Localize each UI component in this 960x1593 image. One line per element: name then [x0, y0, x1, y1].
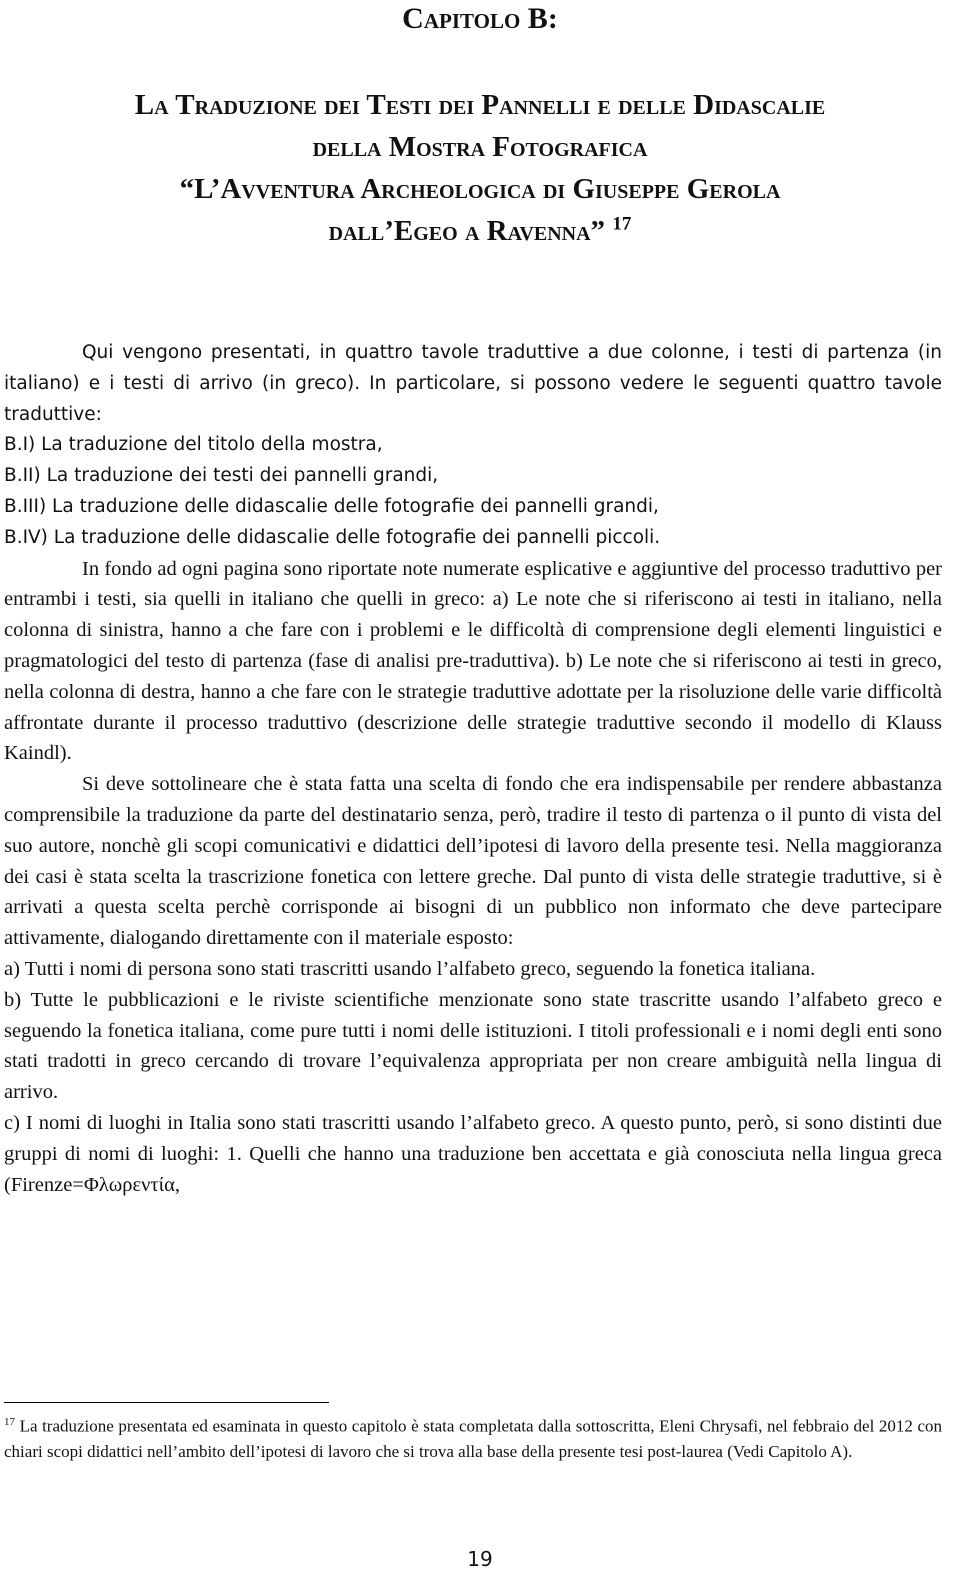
chapter-heading: Capitolo B:	[402, 2, 558, 35]
list-item-b3: B.III) La traduzione delle didascalie delle fotografie dei pannelli grandi,	[4, 495, 659, 517]
footnote-text: La traduzione presentata ed esaminata in questo capitolo è stata completata dalla sottoscritta, Eleni Chrysafi, nel febbraio del 2012 con chiari scopi didattici nell’ambito dell’ipotesi di lavoro che si trova alla base della presente tesi post-laurea (Vedi Capitolo A).	[4, 1416, 942, 1461]
notes-paragraph: In fondo ad ogni pagina sono riportate note numerate esplicative e aggiuntive del processo traduttivo per entrambi i testi, sia quelli in italiano che quelli in greco: a) Le note che si riferiscono ai testi in italiano, nella colonna di sinistra, hanno a che fare con i problemi e le difficoltà di comprensione degli elementi linguistici e pragmatologici del testo di partenza (fase di analisi pre-traduttiva). b) Le note che si riferiscono ai testi in greco, nella colonna di destra, hanno a che fare con le strategie traduttive adottate per la risoluzione delle varie difficoltà affrontate durante il processo traduttivo (descrizione delle strategie traduttive secondo il modello di Klauss Kaindl).	[4, 557, 942, 765]
chapter-title	[0, 84, 960, 252]
footnote	[4, 1410, 942, 1464]
document-body	[4, 338, 942, 1200]
choices-paragraph: Si deve sottolineare che è stata fatta una scelta di fondo che era indispensabile per rendere abbastanza comprensibile la traduzione da parte del destinatario senza, però, tradire il testo di partenza o il punto di vista del suo autore, nonchè gli scopi comunicativi e didattici dell’ipotesi di lavoro della presente tesi. Nella maggioranza dei casi è stata scelta la trascrizione fonetica con lettere greche. Dal punto di vista delle strategie traduttive, si è arrivati a questa scelta perchè corrisponde ai bisogni di un pubblico non informato che deve partecipare attivamente, dialogando direttamente con il materiale esposto:	[4, 773, 942, 950]
list-item-b1: B.I) La traduzione del titolo della mostra,	[4, 434, 383, 456]
page-number: 19	[467, 1547, 493, 1571]
intro-paragraph: Qui vengono presentati, in quattro tavole traduttive a due colonne, i testi di partenza (in italiano) e i testi di arrivo (in greco). In particolare, si possono vedere le seguenti quattro tavole traduttive:	[4, 342, 942, 425]
rule-c-paragraph: c) I nomi di luoghi in Italia sono stati trascritti usando l’alfabeto greco. A questo punto, però, si sono distinti due gruppi di nomi di luoghi: 1. Quelli che hanno una traduzione ben accettata e già conosciuta nella lingua greca (Firenze=Φλωρεντία,	[4, 1111, 942, 1196]
title-line-4	[0, 210, 960, 252]
footnote-reference[interactable]: 17	[612, 213, 632, 235]
title-line-4-text: dall’Egeo a Ravenna”	[328, 215, 606, 247]
list-item-b2: B.II) La traduzione dei testi dei pannelli grandi,	[4, 465, 439, 487]
title-line-1: La Traduzione dei Testi dei Pannelli e delle Didascalie	[134, 89, 826, 121]
rule-a-paragraph: a) Tutti i nomi di persona sono stati trascritti usando l’alfabeto greco, seguendo la fonetica italiana.	[4, 957, 816, 980]
footnote-divider	[4, 1402, 329, 1403]
title-line-3: “L’Avventura Archeologica di Giuseppe Gerola	[179, 173, 781, 205]
footnote-number: 17	[4, 1416, 15, 1428]
title-line-2: della Mostra Fotografica	[312, 131, 648, 163]
rule-b-paragraph: b) Tutte le pubblicazioni e le riviste scientifiche menzionate sono state trascritte usando l’alfabeto greco e seguendo la fonetica italiana, come pure tutti i nomi delle istituzioni. I titoli professionali e i nomi degli enti sono stati tradotti in greco cercando di trovare l’equivalenza appropriata per non creare ambiguità nella lingua di arrivo.	[4, 988, 942, 1104]
list-item-b4: B.IV) La traduzione delle didascalie delle fotografie dei pannelli piccoli.	[4, 526, 661, 548]
